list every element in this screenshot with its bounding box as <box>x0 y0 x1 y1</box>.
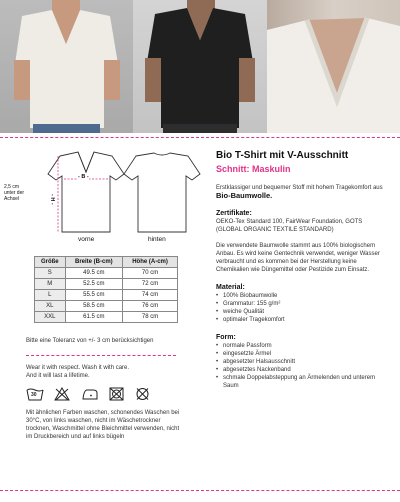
table-row <box>35 301 178 312</box>
height-cell: 74 cm <box>123 290 178 301</box>
size-cell: M <box>35 279 66 290</box>
width-cell: 52.5 cm <box>65 279 123 290</box>
size-cell: L <box>35 290 66 301</box>
right-panel <box>216 150 386 390</box>
dimension-label-b: - B - <box>78 174 89 180</box>
pink-dashed-divider-top <box>0 137 400 138</box>
left-panel <box>4 150 204 441</box>
list-item: • schmale Doppelabsteppung an Ärmelenden und unterem Saum <box>216 374 386 390</box>
table-row <box>35 290 178 301</box>
shirt-back-outline <box>124 153 200 232</box>
table-row <box>35 312 178 323</box>
iron-low-icon <box>81 387 99 406</box>
size-table-header: Höhe (A-cm) <box>123 257 178 268</box>
size-table <box>34 256 178 323</box>
label-back: hinten <box>148 236 166 243</box>
height-cell: 78 cm <box>123 312 178 323</box>
photo-white-shirt-model <box>0 0 133 133</box>
list-item: • optimaler Tragekomfort <box>216 316 386 324</box>
cotton-text: Die verwendete Baumwolle stammt aus 100% biologischem Anbau. Es wird keine Gentechnik verwendet, weniger Wasser verbraucht und es kommen bei der Herstellung keine Chemikalien wie Düngemittel oder Pestizide zum Einsatz. <box>216 243 380 273</box>
label-front: vorne <box>78 236 95 243</box>
size-cell: S <box>35 268 66 279</box>
pink-dashed-divider-bottom <box>0 490 400 491</box>
care-divider <box>26 355 176 356</box>
size-table-header: Breite (B-cm) <box>65 257 123 268</box>
height-cell: 76 cm <box>123 301 178 312</box>
certs-heading: Zertifikate: <box>216 210 252 217</box>
material-list <box>216 292 386 324</box>
width-cell: 58.5 cm <box>65 301 123 312</box>
size-table-header-row <box>35 257 178 268</box>
width-cell: 55.5 cm <box>65 290 123 301</box>
list-item: • normale Passform <box>216 342 386 350</box>
size-table-header: Größe <box>35 257 66 268</box>
form-heading: Form: <box>216 334 236 341</box>
list-item: • abgesetzter Halsausschnitt <box>216 358 386 366</box>
product-subtitle: Schnitt: Maskulin <box>216 164 291 174</box>
photo-neckline-closeup <box>267 0 400 133</box>
list-item: • weiche Qualität <box>216 308 386 316</box>
neckline-closeup-image <box>267 0 400 133</box>
product-intro-bold: Bio-Baumwolle. <box>216 191 273 200</box>
table-row <box>35 279 178 290</box>
size-cell: XXL <box>35 312 66 323</box>
material-heading: Material: <box>216 284 245 291</box>
armpit-note: 2,5 cm unter der Achsel <box>4 184 25 202</box>
table-row <box>35 268 178 279</box>
product-intro <box>216 184 386 201</box>
height-cell: 72 cm <box>123 279 178 290</box>
product-photo-strip <box>0 0 400 133</box>
no-tumble-dry-icon <box>109 387 124 406</box>
wash-30-icon <box>26 387 44 406</box>
product-title: Bio T-Shirt mit V-Ausschnitt <box>216 150 349 161</box>
care-motto-line-1: Wear it with respect. Wash it with care. <box>26 365 130 371</box>
product-intro-text: Erstklassiger und bequemer Stoff mit hohem Tragekomfort aus <box>216 185 383 191</box>
no-bleach-icon <box>54 387 70 406</box>
width-cell: 61.5 cm <box>65 312 123 323</box>
shirt-technical-drawing <box>4 150 204 246</box>
height-cell: 70 cm <box>123 268 178 279</box>
photo-black-shirt-model <box>133 0 267 133</box>
size-cell: XL <box>35 301 66 312</box>
white-shirt-model-image <box>0 0 133 133</box>
certs-text: OEKO-Tex Standard 100, FairWear Foundation, GOTS (GLOBAL ORGANIC TEXTILE STANDARD) <box>216 219 363 233</box>
dimension-label-h: - H - <box>49 194 55 205</box>
form-list <box>216 342 386 390</box>
shirt-front-outline <box>48 152 124 232</box>
width-cell: 49.5 cm <box>65 268 123 279</box>
wash-temperature: 30 <box>31 392 37 398</box>
tolerance-note: Bitte eine Toleranz von +/- 3 cm berücksichtigen <box>26 338 154 344</box>
list-item: • eingesetzte Ärmel <box>216 350 386 358</box>
list-item: • Grammatur: 155 g/m² <box>216 300 386 308</box>
list-item: • abgesetztes Nackenband <box>216 366 386 374</box>
black-shirt-model-image <box>133 0 267 133</box>
list-item: • 100% Biobaumwolle <box>216 292 386 300</box>
care-symbols <box>26 387 204 403</box>
no-dry-clean-icon <box>135 387 150 406</box>
care-motto-line-2: And it will last a lifetime. <box>26 373 90 379</box>
care-instructions: Mit ähnlichen Farben waschen, schonendes Waschen bei 30°C, von links waschen, nicht im Wäschetrockner trocknen, Waschmittel ohne Bleichmittel verwenden, nicht im Druckbereich und auf links bügeln <box>26 410 180 440</box>
